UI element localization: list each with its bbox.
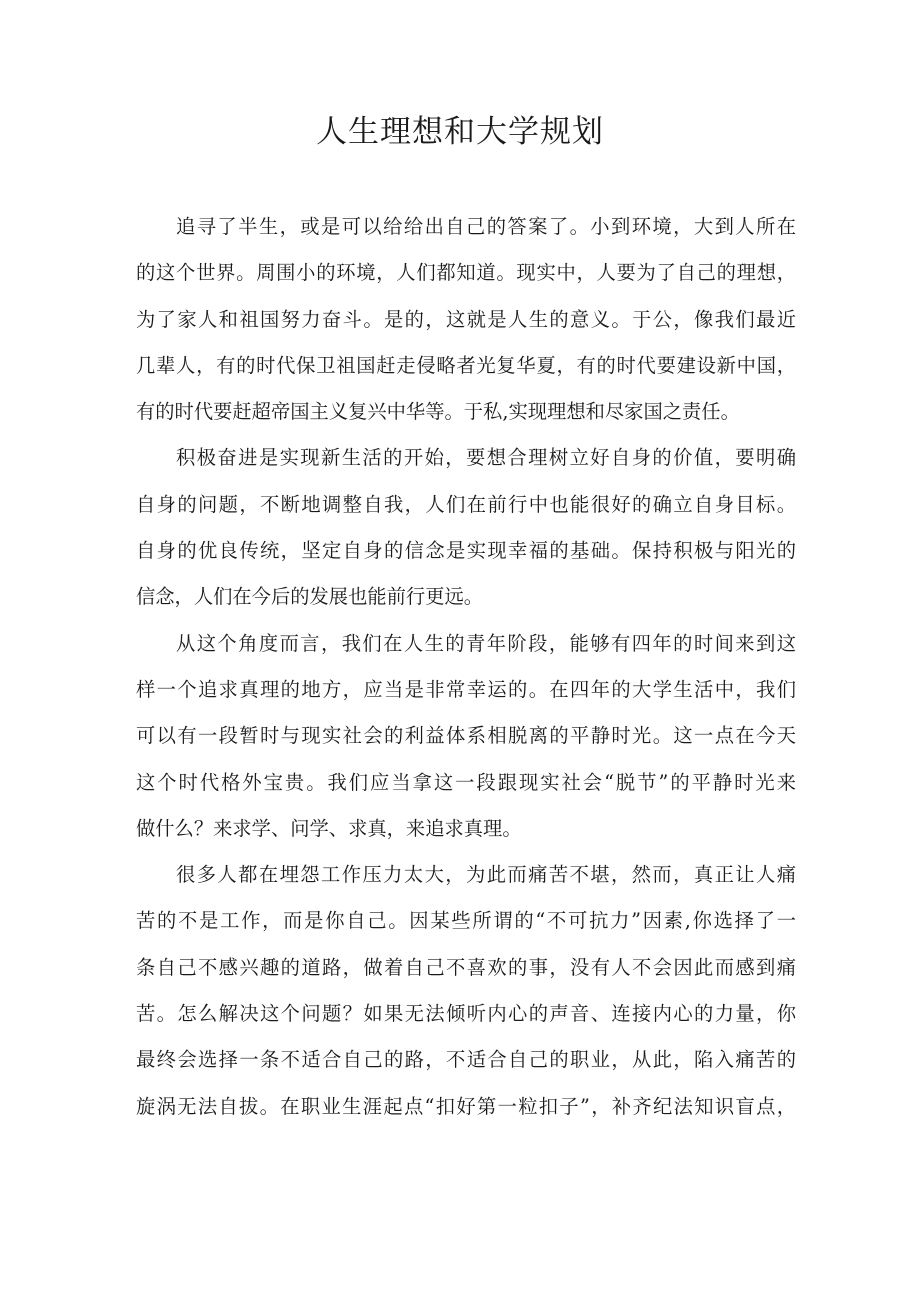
document-title: 人生理想和大学规划 (316, 114, 604, 150)
paragraph-line: 样一个追求真理的地方，应当是非常幸运的。在四年的大学生活中，我们 (136, 677, 796, 701)
paragraph-line: 条自己不感兴趣的道路，做着自己不喜欢的事，没有人不会因此而感到痛 (136, 955, 796, 979)
paragraph-line: 很多人都在埋怨工作压力太大，为此而痛苦不堪，然而，真正让人痛 (176, 863, 796, 887)
paragraph-2 (136, 435, 796, 620)
paragraph-line: 为了家人和祖国努力奋斗。是的，这就是人生的意义。于公，像我们最近 (136, 307, 796, 331)
paragraph-line: 有的时代要赶超帝国主义复兴中华等。于私,实现理想和尽家国之责任。 (136, 400, 740, 424)
paragraph-line: 积极奋进是实现新生活的开始，要想合理树立好自身的价值，要明确 (176, 446, 796, 470)
paragraph-3 (136, 621, 796, 852)
paragraph-line: 苦的不是工作，而是你自己。因某些所谓的“不可抗力”因素,你选择了一 (136, 909, 796, 933)
paragraph-line: 追寻了半生，或是可以给给出自己的答案了。小到环境，大到人所在 (176, 215, 796, 238)
paragraph-line: 可以有一段暂时与现实社会的利益体系相脱离的平静时光。这一点在今天 (136, 724, 796, 748)
paragraph-line: 做什么？来求学、问学、求真，来追求真理。 (136, 816, 522, 840)
paragraph-line: 苦。怎么解决这个问题？如果无法倾听内心的声音、连接内心的力量，你 (136, 1002, 796, 1026)
paragraph-line: 这个时代格外宝贵。我们应当拿这一段跟现实社会“脱节”的平静时光来 (136, 770, 796, 794)
paragraph-line: 几辈人，有的时代保卫祖国赶走侵略者光复华夏，有的时代要建设新中国， (136, 353, 796, 377)
paragraph-line: 的这个世界。周围小的环境，人们都知道。现实中，人要为了自己的理想， (136, 261, 796, 285)
paragraph-4 (136, 852, 796, 1130)
paragraph-line: 自身的问题，不断地调整自我，人们在前行中也能很好的确立自身目标。 (136, 492, 796, 516)
paragraph-line: 最终会选择一条不适合自己的路，不适合自己的职业，从此，陷入痛苦的 (136, 1048, 796, 1072)
paragraph-line: 从这个角度而言，我们在人生的青年阶段，能够有四年的时间来到这 (176, 631, 796, 655)
paragraph-1 (136, 204, 796, 435)
paragraph-line: 旋涡无法自拔。在职业生涯起点“扣好第一粒扣子”，补齐纪法知识盲点， (136, 1094, 796, 1118)
paragraph-line: 信念，人们在今后的发展也能前行更远。 (136, 585, 484, 609)
paragraph-line: 自身的优良传统，坚定自身的信念是实现幸福的基础。保持积极与阳光的 (136, 539, 796, 563)
document-body (136, 204, 796, 1130)
